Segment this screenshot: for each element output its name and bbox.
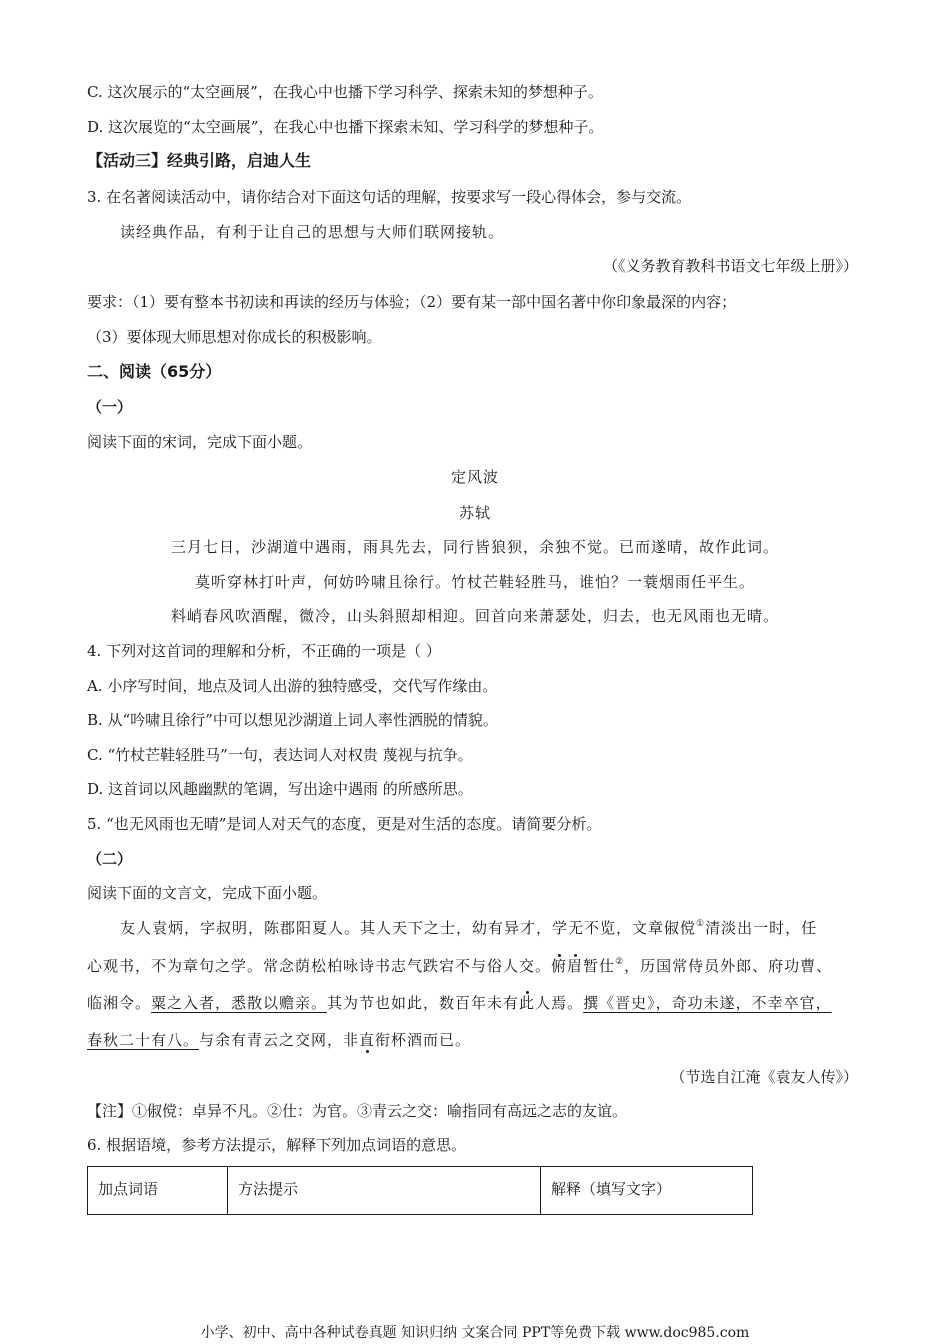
table-header-explanation: 解释（填写文字）	[541, 1167, 753, 1215]
requirement-line-2: （3）要体现大师思想对你成长的积极影响。	[87, 328, 382, 346]
prose-line-1	[120, 918, 817, 938]
prose-text: 衔杯酒而已。	[375, 1031, 472, 1049]
q4-option-d: D. 这首词以风趣幽默的笔调，写出途中遇雨 的所感所思。	[87, 780, 473, 798]
requirement-line-1: 要求：（1）要有整本书初读和再读的经历与体验；（2）要有某一部中国名著中你印象最深的内容；	[87, 293, 737, 311]
poem-line-2: 料峭春风吹酒醒，微冷，山头斜照却相迎。回首向来萧瑟处，归去，也无风雨也无晴。	[170, 607, 779, 625]
prose-line-4	[87, 1030, 471, 1050]
dotted-word: 俯	[551, 957, 568, 975]
prose-text: 心观书，不为章句之学。常念荫松柏咏诗书志气跌宕不与俗人交。	[87, 957, 552, 975]
dotted-word: 直	[359, 1031, 376, 1049]
underlined-sentence: 粟之入者，悉散以赡亲。	[151, 994, 328, 1012]
underlined-sentence: 春秋二十有八。	[87, 1031, 200, 1049]
prose-text: 与余有青云之交网，非	[199, 1031, 360, 1049]
note-marker-2: ②	[615, 957, 625, 967]
page-footer: 小学、初中、高中各种试卷真题 知识归纳 文案合同 PPT等免费下载 www.doc985.com	[200, 1325, 750, 1341]
prose-source: （节选自江淹《袁友人传》）	[670, 1068, 858, 1086]
prose-text: ，历国常侍员外郎、府功曹、	[624, 957, 833, 975]
prose-text: 暂仕	[583, 957, 616, 975]
prose-text: 清淡出一时，任	[705, 919, 818, 937]
prose-text: 友人袁炳，字叔明，陈郡阳夏人。其人天下之士，幼有异才，学无不览，文章俶傥	[120, 919, 697, 937]
part-1-heading: （一）	[87, 398, 133, 416]
annotation-note: 【注】①俶傥：卓异不凡。②仕：为官。③青云之交：喻指同有高远之志的友谊。	[87, 1102, 628, 1120]
q4-option-c: C. “竹杖芒鞋轻胜马”一句，表达词人对权贵 蔑视与抗争。	[87, 746, 473, 764]
q4-option-a: A. 小序写时间，地点及词人出游的独特感受，交代写作缘由。	[87, 677, 498, 695]
poem-title: 定风波	[450, 468, 499, 486]
underlined-sentence: 撰《晋史》，奇功未遂，不幸卒官，	[583, 994, 832, 1012]
table-row	[88, 1167, 753, 1215]
question-3: 3. 在名著阅读活动中，请你结合对下面这句话的理解，按要求写一段心得体会，参与交流。	[87, 188, 692, 206]
question-4: 4. 下列对这首词的理解和分析，不正确的一项是（ ）	[87, 642, 441, 660]
quote-source: （《义务教育教科书语文七年级上册》）	[602, 257, 858, 275]
part-1-intro: 阅读下面的宋词，完成下面小题。	[87, 433, 313, 451]
prose-line-3	[87, 993, 832, 1013]
section-2-title: 二、阅读（65分）	[87, 362, 222, 381]
table-header-method: 方法提示	[228, 1167, 541, 1215]
poem-line-1: 莫听穿林打叶声，何妨吟啸且徐行。竹杖芒鞋轻胜马，谁怕？一蓑烟雨任平生。	[194, 573, 755, 591]
q2-option-d: D. 这次展览的“太空画展”，在我心中也播下探索未知、学习科学的梦想种子。	[87, 118, 604, 136]
prose-text: 人焉。	[535, 994, 584, 1012]
q4-option-b: B. 从“吟啸且徐行”中可以想见沙湖道上词人率性洒脱的情貌。	[87, 711, 498, 729]
quote: 读经典作品，有利于让自己的思想与大师们联网接轨。	[120, 223, 505, 241]
part-2-intro: 阅读下面的文言文，完成下面小题。	[87, 884, 328, 902]
prose-text: 临湘令。	[87, 994, 152, 1012]
q2-option-c: C. 这次展示的“太空画展”，在我心中也播下学习科学、探索未知的梦想种子。	[87, 83, 603, 101]
dotted-word: 眉	[567, 957, 584, 975]
activity3-title: 【活动三】经典引路，启迪人生	[87, 151, 312, 170]
poem-preface: 三月七日，沙湖道中遇雨，雨具先去，同行皆狼狈，余独不觉。已而遂晴，故作此词。	[170, 538, 779, 556]
prose-line-2	[87, 956, 832, 976]
question-5: 5. “也无风雨也无晴”是词人对天气的态度，更是对生活的态度。请简要分析。	[87, 815, 602, 833]
note-marker-1: ①	[696, 919, 706, 929]
prose-text: 其为节也如此，数百年未有	[327, 994, 520, 1012]
vocabulary-table	[87, 1166, 753, 1215]
part-2-heading: （二）	[87, 850, 133, 868]
table-header-word: 加点词语	[88, 1167, 228, 1215]
poem-author: 苏轼	[458, 504, 491, 522]
dotted-word: 此	[519, 994, 536, 1012]
question-6: 6. 根据语境，参考方法提示，解释下列加点词语的意思。	[87, 1136, 467, 1154]
